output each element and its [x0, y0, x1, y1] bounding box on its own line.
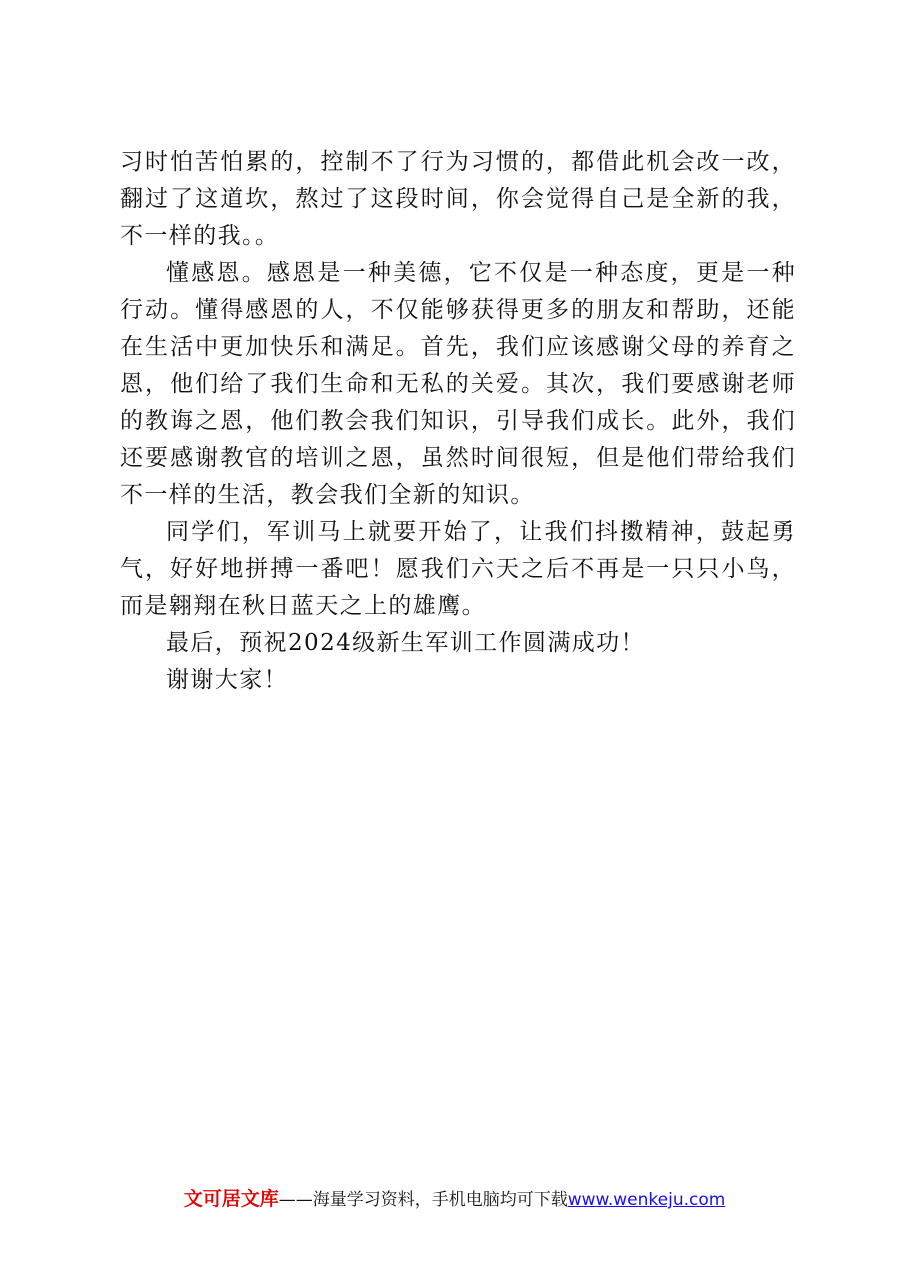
page-footer: [0, 1184, 909, 1211]
footer-link[interactable]: www.wenkeju.com: [567, 1190, 726, 1210]
footer-brand: 文可居文库: [183, 1188, 279, 1210]
paragraph-2: 懂感恩。感恩是一种美德，它不仅是一种态度，更是一种行动。懂得感恩的人，不仅能够获得更多的朋友和帮助，还能在生活中更加快乐和满足。首先，我们应该感谢父母的养育之恩，他们给了我们生命和无私的关爱。其次，我们要感谢老师的教诲之恩，他们教会我们知识，引导我们成长。此外，我们还要感谢教官的培训之恩，虽然时间很短，但是他们带给我们不一样的生活，教会我们全新的知识。: [120, 260, 796, 508]
paragraph-5: 谢谢大家！: [166, 667, 288, 693]
document-body: [120, 144, 796, 699]
paragraph-3: 同学们，军训马上就要开始了，让我们抖擞精神，鼓起勇气，好好地拼搏一番吧！愿我们六天之后不再是一只只小鸟，而是翱翔在秋日蓝天之上的雄鹰。: [120, 519, 796, 619]
paragraph-1: 习时怕苦怕累的，控制不了行为习惯的，都借此机会改一改，翻过了这道坎，熬过了这段时间，你会觉得自己是全新的我，不一样的我。。: [120, 149, 796, 249]
paragraph-4: 最后，预祝2024级新生军训工作圆满成功！: [166, 630, 645, 656]
footer-tagline: ——海量学习资料，手机电脑均可下载: [278, 1190, 568, 1210]
